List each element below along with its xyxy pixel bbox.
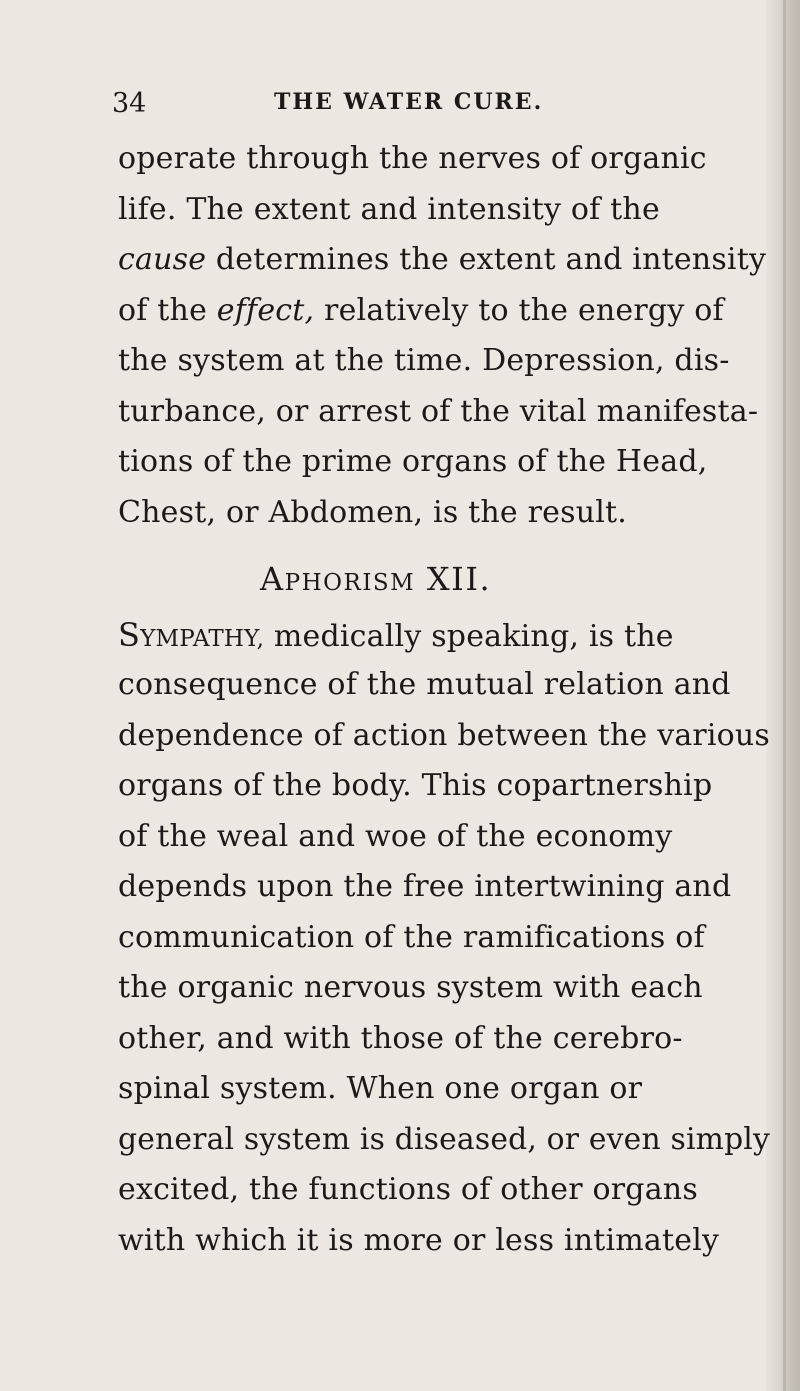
text-line: turbance, or arrest of the vital manifesta- <box>118 394 759 429</box>
text-line: excited, the functions of other organs <box>118 1172 698 1207</box>
text-span: determines the extent and intensity <box>206 242 767 277</box>
heading-initial: A <box>260 560 285 598</box>
text-line: the organic nervous system with each <box>118 970 703 1005</box>
text-span: relatively to the energy of <box>314 293 724 328</box>
heading-numeral: XII. <box>415 560 492 598</box>
text-line: with which it is more or less intimately <box>118 1223 720 1258</box>
text-line: other, and with those of the cerebro- <box>118 1021 683 1056</box>
text-line: organs of the body. This copartnership <box>118 768 713 803</box>
text-line <box>118 242 766 278</box>
text-line: depends upon the free intertwining and <box>118 869 732 904</box>
text-line: general system is diseased, or even simply <box>118 1122 771 1157</box>
text-span: medically speaking, is the <box>264 619 674 654</box>
page-header <box>112 88 672 128</box>
italic-word: cause <box>118 242 207 277</box>
italic-word: effect, <box>216 293 315 328</box>
text-line: of the weal and woe of the economy <box>118 819 673 854</box>
initial-letter: S <box>118 616 141 654</box>
heading-small-caps: PHORISM <box>284 570 416 596</box>
page-edge-line <box>783 0 786 1391</box>
text-line <box>118 617 674 657</box>
text-line: operate through the nerves of organic <box>118 141 707 176</box>
text-line: the system at the time. Depression, dis- <box>118 343 730 378</box>
text-line <box>118 293 724 329</box>
text-line: dependence of action between the various <box>118 718 770 753</box>
text-line: life. The extent and intensity of the <box>118 192 660 227</box>
running-head: THE WATER CURE. <box>274 89 544 115</box>
text-line: tions of the prime organs of the Head, <box>118 444 708 479</box>
section-heading <box>260 560 491 598</box>
text-line: Chest, or Abdomen, is the result. <box>118 495 628 530</box>
text-line: communication of the ramifications of <box>118 920 705 955</box>
text-span: of the <box>118 293 217 328</box>
text-line: consequence of the mutual relation and <box>118 667 731 702</box>
text-line: spinal system. When one organ or <box>118 1071 643 1106</box>
small-caps-word: YMPATHY, <box>140 626 265 652</box>
page-number: 34 <box>112 88 147 119</box>
